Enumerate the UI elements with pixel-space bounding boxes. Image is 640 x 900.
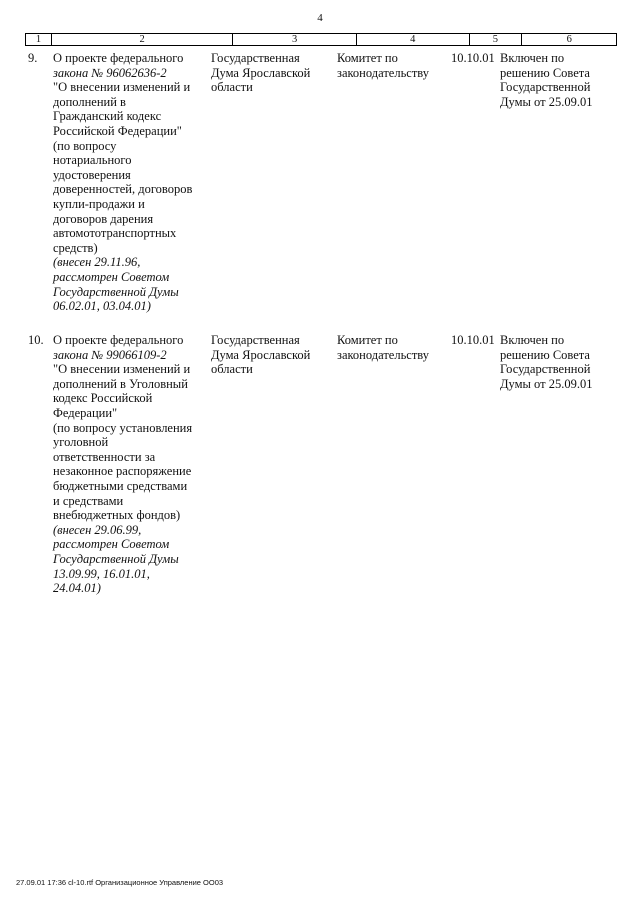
column-header: 2 <box>52 34 233 45</box>
column-header: 3 <box>233 34 357 45</box>
bill-title-line: незаконное распоряжение <box>53 464 192 479</box>
document-footer: 27.09.01 17:36 cl-10.rtf Организационное Управление ОО03 <box>16 878 224 887</box>
bill-title-line: договоров дарения <box>53 211 154 226</box>
bill-title-line: "О внесении изменений и <box>53 80 191 95</box>
author-line: Дума Ярославской <box>211 65 311 80</box>
author-line: области <box>211 362 253 377</box>
committee-line: законодательству <box>337 347 430 362</box>
bill-author <box>211 51 337 95</box>
page-number: 4 <box>317 12 323 24</box>
status-line: Включен по <box>500 51 565 65</box>
bill-title-line: дополнений в Уголовный <box>53 376 188 391</box>
column-header: 4 <box>357 34 470 45</box>
author-line: Дума Ярославской <box>211 347 311 362</box>
bill-note-line: 06.02.01, 03.04.01) <box>53 299 151 314</box>
bill-note-line: Государственной Думы <box>53 551 179 566</box>
bill-title-line: (по вопросу <box>53 138 117 153</box>
bill-title-line: Гражданский кодекс <box>53 109 162 124</box>
bill-title-line: О проекте федерального <box>53 333 184 347</box>
bill-note-line: рассмотрен Советом <box>53 269 170 284</box>
responsible-committee <box>337 51 451 80</box>
bill-description <box>53 333 233 596</box>
status-line: Думы от 25.09.01 <box>500 94 593 109</box>
bill-title-line: закона № 96062636-2 <box>53 65 167 80</box>
bill-title-line: автомототранспортных <box>53 226 177 241</box>
entry-number: 10. <box>28 333 44 347</box>
bill-title-line: удостоверения <box>53 167 131 182</box>
consideration-date: 10.10.01 <box>451 51 495 65</box>
author-line: Государственная <box>211 333 300 347</box>
status-line: Включен по <box>500 333 565 347</box>
inclusion-status <box>500 333 617 391</box>
table-header-row <box>25 33 617 46</box>
entry-number: 9. <box>28 51 38 65</box>
bill-title-line: доверенностей, договоров <box>53 182 193 197</box>
column-header: 6 <box>566 34 572 45</box>
author-line: области <box>211 80 253 95</box>
bill-description <box>53 51 233 314</box>
bill-title-line: купли-продажи и <box>53 196 145 211</box>
bill-note-line: 24.04.01) <box>53 581 101 596</box>
bill-title-line: внебюджетных фондов) <box>53 508 181 523</box>
bill-title-line: и средствами <box>53 493 124 508</box>
bill-note-line: (внесен 29.06.99, <box>53 522 142 537</box>
bill-title-line: дополнений в <box>53 94 126 109</box>
bill-title-line: О проекте федерального <box>53 51 184 65</box>
bill-note-line: Государственной Думы <box>53 284 179 299</box>
bill-title-line: уголовной <box>53 435 109 450</box>
responsible-committee <box>337 333 451 362</box>
bill-title-line: бюджетными средствами <box>53 478 188 493</box>
bill-title-line: (по вопросу установления <box>53 420 193 435</box>
status-line: Государственной <box>500 80 591 95</box>
status-line: Думы от 25.09.01 <box>500 376 593 391</box>
bill-title-line: нотариального <box>53 153 132 168</box>
bill-title-line: Федерации" <box>53 405 118 420</box>
committee-line: Комитет по <box>337 51 398 65</box>
bill-title-line: ответственности за <box>53 449 156 464</box>
bill-note-line: 13.09.99, 16.01.01, <box>53 566 150 581</box>
inclusion-status <box>500 51 617 109</box>
bill-title-line: средств) <box>53 240 98 255</box>
author-line: Государственная <box>211 51 300 65</box>
bill-title-line: кодекс Российской <box>53 391 153 406</box>
status-line: решению Совета <box>500 347 590 362</box>
bill-note-line: (внесен 29.11.96, <box>53 255 141 270</box>
consideration-date: 10.10.01 <box>451 333 495 347</box>
bill-title-line: "О внесении изменений и <box>53 362 191 377</box>
status-line: Государственной <box>500 362 591 377</box>
column-header: 5 <box>470 34 523 45</box>
committee-line: законодательству <box>337 65 430 80</box>
column-header: 1 <box>26 34 52 45</box>
status-line: решению Совета <box>500 65 590 80</box>
bill-title-line: Российской Федерации" <box>53 123 182 138</box>
bill-title-line: закона № 99066109-2 <box>53 347 167 362</box>
committee-line: Комитет по <box>337 333 398 347</box>
bill-note-line: рассмотрен Советом <box>53 537 170 552</box>
bill-author <box>211 333 337 377</box>
